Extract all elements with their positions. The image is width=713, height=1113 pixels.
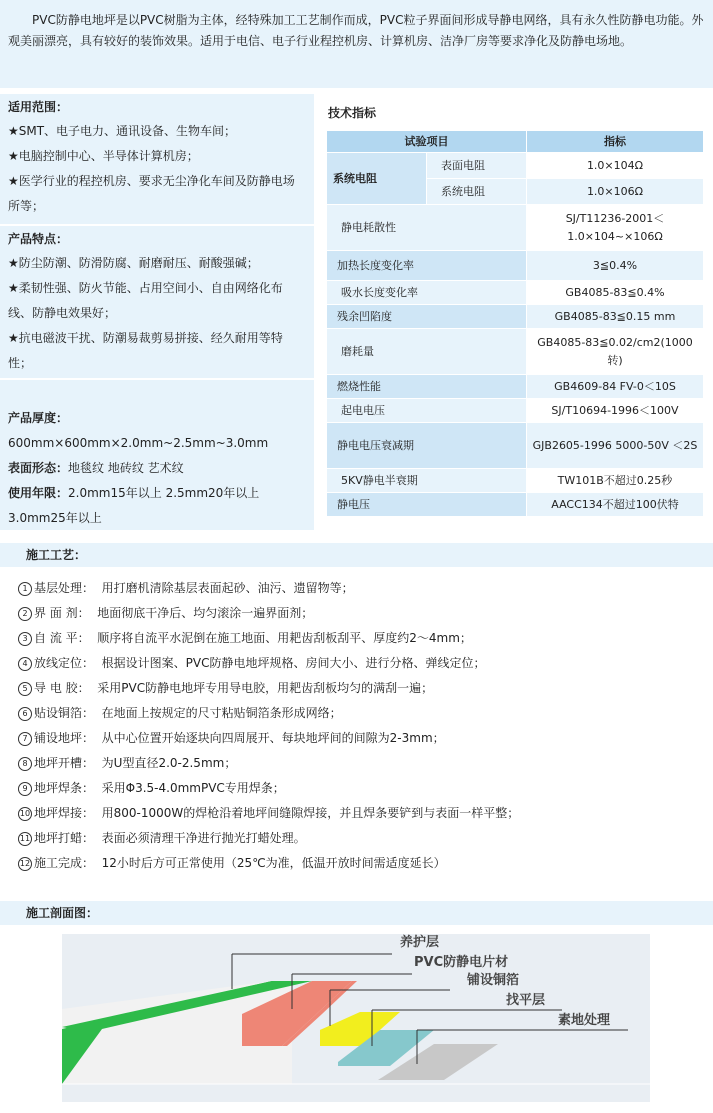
row-label: 系统电阻 — [427, 179, 527, 205]
life-label: 使用年限： — [8, 486, 69, 500]
header-value: 指标 — [527, 131, 704, 153]
row-value: GB4085-83≦0.4% — [527, 281, 704, 305]
thickness-label: 产品厚度： — [8, 411, 69, 425]
step-number: 1 — [18, 582, 32, 596]
process-step — [18, 576, 708, 601]
row-value: GB4609-84 FV-0＜10S — [527, 375, 704, 399]
feature-item: ★柔韧性强、防火节能、占用空间小、自由网络化布线、防静电效果好； — [8, 281, 283, 321]
step-label: 自 流 平： — [34, 631, 90, 645]
step-number: 8 — [18, 757, 32, 771]
step-label: 施工完成： — [34, 856, 95, 870]
step-label: 地坪开槽： — [34, 756, 95, 770]
scope-box — [0, 94, 314, 226]
scope-item: ★SMT、电子电力、通讯设备、生物车间； — [8, 124, 237, 139]
table-row — [327, 493, 704, 517]
form-value: 地毯纹 地砖纹 艺术纹 — [68, 461, 184, 475]
row-value: AACC134不超过100伏特 — [527, 493, 704, 517]
features-title: 产品特点： — [8, 232, 69, 246]
cross-section-svg — [62, 934, 650, 1102]
row-label: 5KV静电半衰期 — [327, 469, 527, 493]
step-text: 用打磨机清除基层表面起砂、油污、遗留物等； — [101, 581, 354, 595]
step-label: 基层处理： — [34, 581, 95, 595]
tech-table — [326, 130, 704, 517]
row-value: 3≦0.4% — [527, 251, 704, 281]
step-text: 用800-1000W的焊枪沿着地坪间缝隙焊接，并且焊条要铲到与表面一样平整； — [101, 806, 520, 820]
process-step — [18, 751, 708, 776]
table-row — [327, 251, 704, 281]
table-row — [327, 375, 704, 399]
header-item: 试验项目 — [327, 131, 527, 153]
step-label: 地坪焊接： — [34, 806, 95, 820]
cross-section-diagram — [62, 934, 650, 1102]
row-label: 表面电阻 — [427, 153, 527, 179]
scope-item: ★电脑控制中心、半导体计算机房； — [8, 149, 199, 164]
row-value: 1.0×104Ω — [527, 153, 704, 179]
step-text: 顺序将自流平水泥倒在施工地面、用耙齿刮板刮平、厚度约2～4mm； — [97, 631, 472, 645]
step-number: 10 — [18, 807, 32, 821]
process-step — [18, 851, 708, 876]
form-label: 表面形态： — [8, 461, 69, 475]
layer-label: 找平层 — [506, 993, 546, 1008]
process-step — [18, 601, 708, 626]
row-value: SJ/T10694-1996＜100V — [527, 399, 704, 423]
row-label: 吸水长度变化率 — [327, 281, 527, 305]
process-step — [18, 626, 708, 651]
row-label: 残余凹陷度 — [327, 305, 527, 329]
table-row — [327, 423, 704, 469]
row-label: 静电电压衰减期 — [327, 423, 527, 469]
step-number: 2 — [18, 607, 32, 621]
row-value: GB4085-83≦0.15 mm — [527, 305, 704, 329]
step-number: 6 — [18, 707, 32, 721]
table-row — [327, 153, 704, 179]
step-label: 导 电 胶： — [34, 681, 90, 695]
row-value: GB4085-83≦0.02/cm2(1000转) — [527, 329, 704, 375]
process-step — [18, 801, 708, 826]
step-number: 4 — [18, 657, 32, 671]
tech-title: 技术指标 — [328, 106, 377, 120]
step-number: 12 — [18, 857, 32, 871]
table-row — [327, 399, 704, 423]
process-steps — [18, 576, 708, 876]
feature-item: ★抗电磁波干扰、防潮易裁剪易拼接、经久耐用等特性； — [8, 331, 283, 371]
step-text: 表面必须清理干净进行抛光打蜡处理。 — [101, 831, 306, 845]
process-step — [18, 726, 708, 751]
process-title: 施工工艺： — [0, 543, 713, 567]
scope-item: ★医学行业的程控机房、要求无尘净化车间及防静电场所等； — [8, 174, 295, 214]
step-label: 贴设铜箔： — [34, 706, 95, 720]
table-row — [327, 205, 704, 251]
tech-panel — [318, 94, 713, 532]
step-text: 12小时后方可正常使用（25℃为准，低温开放时间需适度延长） — [101, 856, 446, 870]
process-step — [18, 701, 708, 726]
thickness-value: 600mm×600mm×2.0mm~2.5mm~3.0mm — [8, 436, 269, 450]
group-label: 系统电阻 — [327, 153, 427, 205]
step-text: 在地面上按规定的尺寸粘贴铜箔条形成网络； — [101, 706, 342, 720]
process-step — [18, 676, 708, 701]
step-text: 为U型直径2.0-2.5mm； — [101, 756, 237, 770]
step-label: 界 面 剂： — [34, 606, 90, 620]
row-label: 静电压 — [327, 493, 527, 517]
row-label: 燃烧性能 — [327, 375, 527, 399]
section-title: 施工剖面图： — [0, 901, 713, 925]
table-row — [327, 469, 704, 493]
row-label: 起电电压 — [327, 399, 527, 423]
process-step — [18, 651, 708, 676]
features-box — [0, 226, 314, 380]
step-number: 7 — [18, 732, 32, 746]
layer-label: 素地处理 — [558, 1013, 611, 1028]
process-step — [18, 776, 708, 801]
row-value: 1.0×106Ω — [527, 179, 704, 205]
scope-title: 适用范围： — [8, 100, 69, 114]
step-number: 3 — [18, 632, 32, 646]
step-text: 地面彻底干净后、均匀滚涂一遍界面剂； — [97, 606, 314, 620]
row-value: SJ/T11236-2001＜ 1.0×104~×106Ω — [527, 205, 704, 251]
table-row — [327, 281, 704, 305]
row-label: 静电耗散性 — [327, 205, 527, 251]
step-text: 从中心位置开始逐块向四周展开、每块地坪间的间隙为2-3mm； — [101, 731, 445, 745]
step-label: 地坪打蜡： — [34, 831, 95, 845]
layer-label: 铺设铜箔 — [467, 973, 520, 988]
step-text: 采用PVC防静电地坪专用导电胶，用耙齿刮板均匀的满刮一遍； — [97, 681, 434, 695]
feature-item: ★防尘防潮、防滑防腐、耐磨耐压、耐酸强碱； — [8, 256, 259, 271]
life-value: 2.0mm15年以上 2.5mm20年以上 3.0mm25年以上 — [8, 486, 260, 525]
table-header-row — [327, 131, 704, 153]
process-step — [18, 826, 708, 851]
table-row — [327, 329, 704, 375]
intro-text: PVC防静电地坪是以PVC树脂为主体，经特殊加工工艺制作而成，PVC粒子界面间形成导静电网络，具有永久性防静电功能。外观美丽漂亮，具有较好的装饰效果。适用于电信、电子行业程控机房、计算机房、洁净厂房等要求净化及防静电场地。 — [0, 0, 713, 88]
step-label: 地坪焊条： — [34, 781, 95, 795]
row-value: GJB2605-1996 5000-50V ＜2S — [527, 423, 704, 469]
step-label: 放线定位： — [34, 656, 95, 670]
step-number: 11 — [18, 832, 32, 846]
specs-box — [0, 380, 314, 532]
row-label: 加热长度变化率 — [327, 251, 527, 281]
row-label: 磨耗量 — [327, 329, 527, 375]
step-text: 根据设计图案、PVC防静电地坪规格、房间大小、进行分格、弹线定位； — [101, 656, 486, 670]
step-number: 9 — [18, 782, 32, 796]
step-text: 采用Φ3.5-4.0mmPVC专用焊条； — [101, 781, 285, 795]
left-panel — [0, 94, 314, 532]
step-number: 5 — [18, 682, 32, 696]
step-label: 铺设地坪： — [34, 731, 95, 745]
layer-label: 养护层 — [400, 935, 440, 950]
table-row — [327, 305, 704, 329]
row-value: TW101B不超过0.25秒 — [527, 469, 704, 493]
layer-label: PVC防静电片材 — [414, 955, 509, 970]
